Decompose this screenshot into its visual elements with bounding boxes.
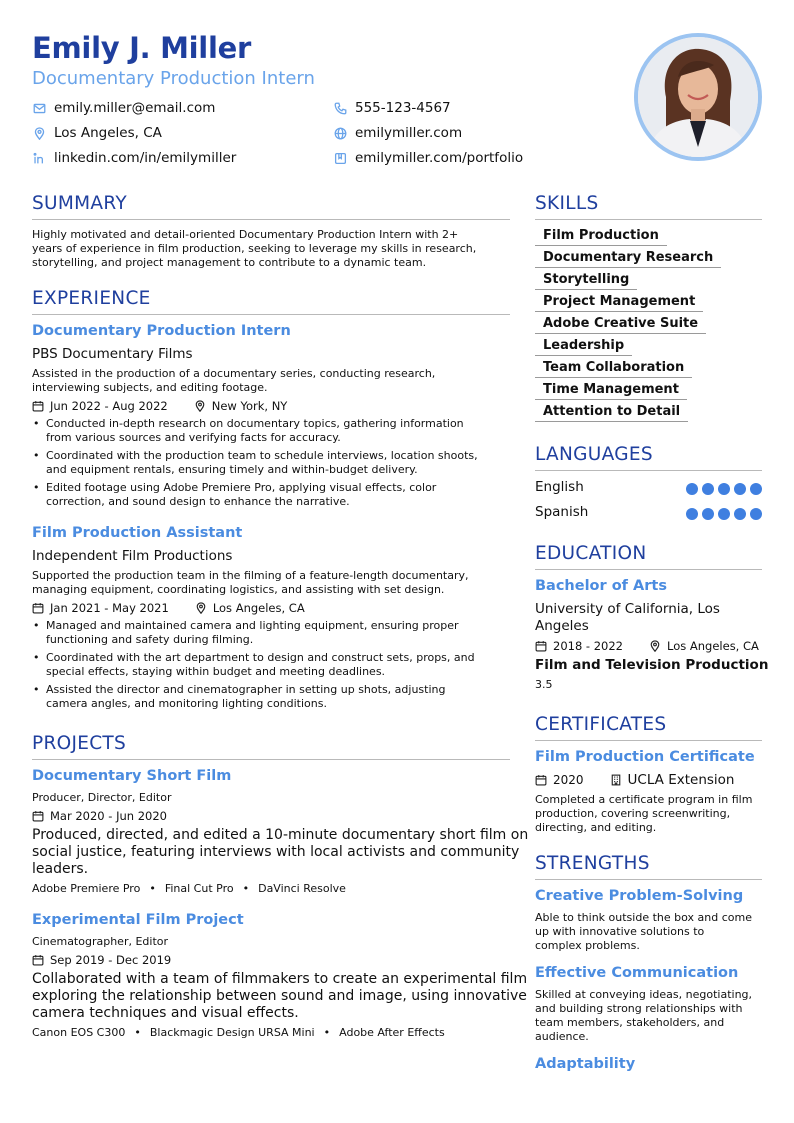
strength-2-desc <box>535 988 752 1044</box>
linkedin-icon <box>32 151 46 165</box>
desc-line: Produced, directed, and edited a 10-minute documentary short film on <box>32 827 529 843</box>
location-pin-icon <box>195 602 207 614</box>
calendar-icon <box>32 602 44 614</box>
strengths-divider <box>535 879 762 880</box>
bullet-line: • Conducted in-depth research on documentary topics, gathering information <box>46 417 464 430</box>
language-name: Spanish <box>535 504 589 520</box>
profile-photo <box>634 33 762 161</box>
desc-line: Collaborated with a team of filmmakers to create an experimental film <box>32 971 528 987</box>
education-school-line-1: University of California, Los <box>535 601 720 617</box>
project-2-tools: Canon EOS C300 • Blackmagic Design URSA Mini • Adobe After Effects <box>32 1026 445 1039</box>
bullet-line: special effects, staying within budget and meeting deadlines. <box>46 665 386 678</box>
experience-2-desc-1: Supported the production team in the filming of a feature-length documentary, <box>32 569 469 582</box>
project-1-tools: Adobe Premiere Pro • Final Cut Pro • DaVinci Resolve <box>32 882 346 895</box>
projects-divider <box>32 759 510 760</box>
skills-heading: SKILLS <box>535 193 599 214</box>
location-text: Los Angeles, CA <box>54 125 162 141</box>
bullet-line: and equipment rentals, ensuring timely and within-budget delivery. <box>46 463 418 476</box>
strength-1-title: Creative Problem-Solving <box>535 888 744 904</box>
summary-divider <box>32 219 510 220</box>
certificate-issuer: UCLA Extension <box>627 772 735 788</box>
tool-tag: Adobe After Effects <box>339 1026 445 1039</box>
desc-line: up with innovative solutions to <box>535 925 705 938</box>
experience-2-dates: Jan 2021 - May 2021 <box>50 601 169 615</box>
certificate-desc-2: production, covering screenwriting, <box>535 807 731 820</box>
experience-1-bullet-2 <box>46 449 478 477</box>
portfolio-text: emilymiller.com/portfolio <box>355 150 524 166</box>
linkedin-text: linkedin.com/in/emilymiller <box>54 150 237 166</box>
skill-tag: Project Management <box>535 294 703 312</box>
email-text: emily.miller@email.com <box>54 100 216 116</box>
skill-tag: Leadership <box>535 338 632 356</box>
experience-1-meta <box>32 399 287 413</box>
globe-icon <box>333 126 347 140</box>
tool-tag: Final Cut Pro <box>164 882 234 895</box>
location-pin-icon <box>649 640 661 652</box>
education-field: Film and Television Production <box>535 657 769 673</box>
contact-website[interactable] <box>333 125 462 141</box>
skill-tag: Time Management <box>535 382 687 400</box>
level-dot <box>734 483 746 495</box>
bullet-line: from various sources and verifying facts for accuracy. <box>46 431 341 444</box>
summary-line-2: years of experience in film production, seeking to leverage my skills in research, <box>32 242 477 255</box>
bullet-line: functioning and safety during filming. <box>46 633 254 646</box>
location-pin-icon <box>32 126 46 140</box>
calendar-icon <box>535 640 547 652</box>
skill-tag: Documentary Research <box>535 250 721 268</box>
project-1-dates: Mar 2020 - Jun 2020 <box>50 809 167 823</box>
level-dot <box>750 483 762 495</box>
level-dot <box>702 508 714 520</box>
summary-line-1: Highly motivated and detail-oriented Documentary Production Intern with 2+ <box>32 228 459 241</box>
experience-heading: EXPERIENCE <box>32 288 151 309</box>
language-level-dots <box>686 508 762 520</box>
bullet-line: correction, and sound design to enhance the narrative. <box>46 495 350 508</box>
project-1-roles: Producer, Director, Editor <box>32 791 172 804</box>
project-1-title: Documentary Short Film <box>32 768 232 784</box>
calendar-icon <box>32 400 44 412</box>
tool-tag: Blackmagic Design URSA Mini <box>149 1026 315 1039</box>
experience-2-company: Independent Film Productions <box>32 548 233 564</box>
skill-tag: Attention to Detail <box>535 404 688 422</box>
certificate-title: Film Production Certificate <box>535 749 755 765</box>
certificates-heading: CERTIFICATES <box>535 714 667 735</box>
experience-1-bullet-1 <box>46 417 464 445</box>
desc-line: social justice, featuring interviews with local activists and community <box>32 844 520 860</box>
strengths-heading: STRENGTHS <box>535 853 650 874</box>
desc-line: complex problems. <box>535 939 640 952</box>
certificate-meta <box>535 772 735 788</box>
desc-line: Skilled at conveying ideas, negotiating, <box>535 988 753 1001</box>
desc-line: leaders. <box>32 861 89 877</box>
phone-icon <box>333 101 347 115</box>
bullet-line: • Edited footage using Adobe Premiere Pro, applying visual effects, color <box>46 481 437 494</box>
desc-line: team members, stakeholders, and <box>535 1016 725 1029</box>
strength-3-title: Adaptability <box>535 1056 636 1072</box>
certificate-desc-1: Completed a certificate program in film <box>535 793 753 806</box>
desc-line: and building strong relationships with <box>535 1002 743 1015</box>
bullet-line: • Managed and maintained camera and lighting equipment, ensuring proper <box>46 619 459 632</box>
experience-2-role: Film Production Assistant <box>32 525 243 541</box>
language-name: English <box>535 479 584 495</box>
calendar-icon <box>32 954 44 966</box>
level-dot <box>718 483 730 495</box>
certificate-desc-3: directing, and editing. <box>535 821 657 834</box>
bookmark-icon <box>333 151 347 165</box>
mail-icon <box>32 101 46 115</box>
level-dot <box>686 508 698 520</box>
contact-linkedin[interactable] <box>32 150 236 166</box>
bullet-line: • Assisted the director and cinematographer in setting up shots, adjusting <box>46 683 446 696</box>
project-1-meta <box>32 809 167 823</box>
experience-1-company: PBS Documentary Films <box>32 346 193 362</box>
website-text: emilymiller.com <box>355 125 463 141</box>
tool-tag: Canon EOS C300 <box>32 1026 126 1039</box>
project-2-roles: Cinematographer, Editor <box>32 935 169 948</box>
project-2-title: Experimental Film Project <box>32 912 244 928</box>
languages-divider <box>535 470 762 471</box>
experience-2-bullet-2 <box>46 651 475 679</box>
bullet-line: camera angles, and monitoring lighting conditions. <box>46 697 327 710</box>
skills-divider <box>535 219 762 220</box>
experience-1-location: New York, NY <box>211 399 288 413</box>
project-1-desc <box>32 827 528 878</box>
education-degree: Bachelor of Arts <box>535 578 667 594</box>
languages-heading: LANGUAGES <box>535 444 653 465</box>
tool-tag: DaVinci Resolve <box>258 882 346 895</box>
desc-line: audience. <box>535 1030 589 1043</box>
candidate-name: Emily J. Miller <box>32 31 251 65</box>
desc-line: Able to think outside the box and come <box>535 911 752 924</box>
location-pin-icon <box>194 400 206 412</box>
certificate-year: 2020 <box>553 773 584 787</box>
bullet-line: • Coordinated with the production team to schedule interviews, location shoots, <box>46 449 478 462</box>
level-dot <box>734 508 746 520</box>
education-divider <box>535 569 762 570</box>
education-gpa: 3.5 <box>535 678 553 691</box>
experience-2-location: Los Angeles, CA <box>212 601 305 615</box>
experience-1-dates: Jun 2022 - Aug 2022 <box>50 399 168 413</box>
skill-tag: Film Production <box>535 228 667 246</box>
summary-line-3: storytelling, and project management to contribute to a dynamic team. <box>32 256 427 269</box>
level-dot <box>750 508 762 520</box>
contact-location <box>32 125 162 141</box>
avatar-illustration <box>638 37 758 157</box>
experience-divider <box>32 314 510 315</box>
experience-1-desc-1: Assisted in the production of a documentary series, conducting research, <box>32 367 436 380</box>
education-location: Los Angeles, CA <box>667 639 759 653</box>
desc-line: camera techniques and visual effects. <box>32 1005 299 1021</box>
experience-1-desc-2: interviewing subjects, and editing footage. <box>32 381 268 394</box>
level-dot <box>718 508 730 520</box>
strength-2-title: Effective Communication <box>535 965 739 981</box>
experience-2-meta <box>32 601 305 615</box>
education-meta <box>535 639 759 653</box>
tool-tag: Adobe Premiere Pro <box>32 882 141 895</box>
contact-email[interactable] <box>32 100 215 116</box>
certificates-divider <box>535 740 762 741</box>
experience-2-desc-2: managing equipment, coordinating logistics, and assisting with set design. <box>32 583 445 596</box>
project-2-dates: Sep 2019 - Dec 2019 <box>50 953 172 967</box>
projects-heading: PROJECTS <box>32 733 127 754</box>
skill-tag: Storytelling <box>535 272 637 290</box>
phone-text: 555-123-4567 <box>355 100 451 116</box>
skill-tag: Team Collaboration <box>535 360 692 378</box>
experience-2-bullet-3 <box>46 683 445 711</box>
candidate-title: Documentary Production Intern <box>32 68 315 89</box>
education-heading: EDUCATION <box>535 543 647 564</box>
experience-2-bullet-1 <box>46 619 459 647</box>
summary-heading: SUMMARY <box>32 193 127 214</box>
building-icon <box>610 774 622 786</box>
strength-1-desc <box>535 911 752 953</box>
project-2-meta <box>32 953 171 967</box>
project-2-desc <box>32 971 527 1022</box>
skill-tag: Adobe Creative Suite <box>535 316 706 334</box>
experience-1-role: Documentary Production Intern <box>32 323 291 339</box>
level-dot <box>686 483 698 495</box>
contact-portfolio[interactable] <box>333 150 523 166</box>
education-school-line-2: Angeles <box>535 618 589 634</box>
education-dates: 2018 - 2022 <box>553 639 623 653</box>
desc-line: exploring the relationship between sound and image, using innovative <box>32 988 527 1004</box>
experience-1-bullet-3 <box>46 481 436 509</box>
calendar-icon <box>32 810 44 822</box>
contact-phone[interactable] <box>333 100 451 116</box>
calendar-icon <box>535 774 547 786</box>
level-dot <box>702 483 714 495</box>
bullet-line: • Coordinated with the art department to design and construct sets, props, and <box>46 651 475 664</box>
language-level-dots <box>686 483 762 495</box>
